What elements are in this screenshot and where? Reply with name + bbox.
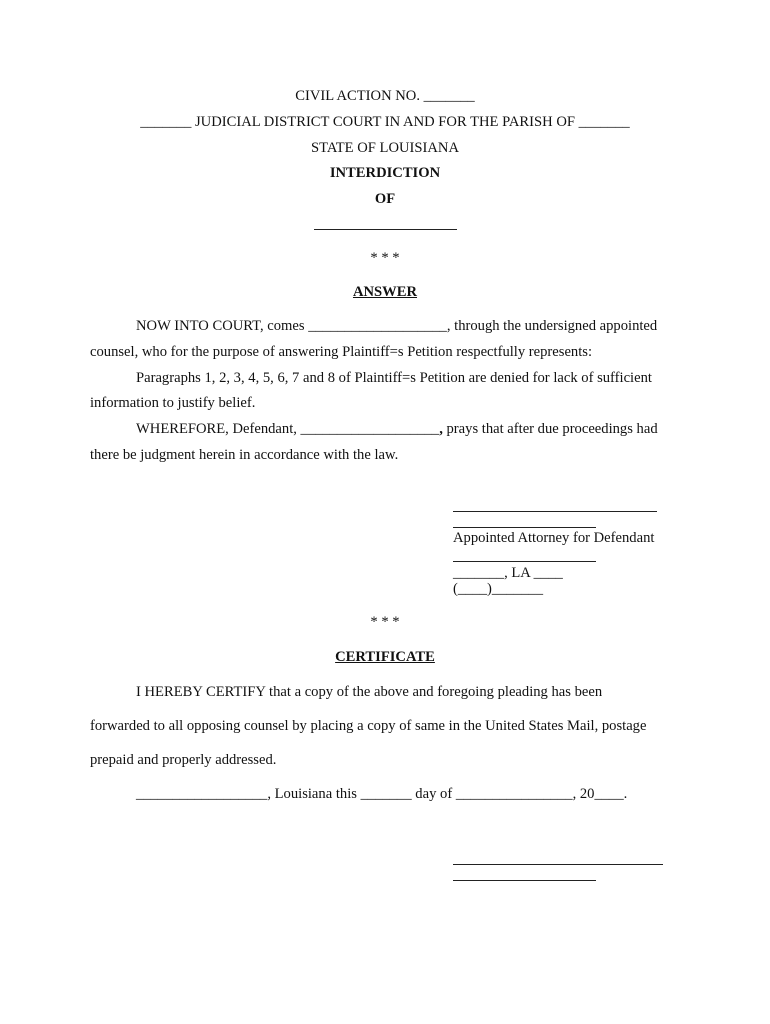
certificate-line-3: prepaid and properly addressed.: [90, 752, 277, 768]
certificate-line-1: I HEREBY CERTIFY that a copy of the above and foregoing pleading has been: [136, 684, 603, 700]
interdiction-title: INTERDICTION: [329, 165, 441, 181]
answer-paragraph-1-line-2: counsel, who for the purpose of answering Plaintiff=s Petition respectfully represents:: [90, 344, 593, 360]
wherefore-comma: ,: [439, 421, 443, 437]
interdict-name-blank: [314, 229, 457, 230]
answer-paragraph-1-line-1: NOW INTO COURT, comes ___________________, through the undersigned appointed: [136, 318, 658, 334]
certificate-heading: CERTIFICATE: [335, 649, 435, 665]
attorney-address-line: [453, 561, 596, 562]
certificate-signature-line: [453, 864, 663, 865]
caption-separator: * * *: [370, 250, 400, 266]
wherefore-text: WHEREFORE, Defendant, ___________________: [136, 421, 440, 437]
of-title: OF: [374, 191, 396, 207]
answer-paragraph-3-line-1: [136, 420, 658, 438]
attorney-name-line: [453, 527, 596, 528]
certificate-name-line: [453, 880, 596, 881]
answer-paragraph-2-line-1: Paragraphs 1, 2, 3, 4, 5, 6, 7 and 8 of Plaintiff=s Petition are denied for lack of sufficient: [136, 370, 652, 386]
attorney-city-state: _______, LA ____: [453, 565, 563, 581]
wherefore-prayer: prays that after due proceedings had: [442, 421, 658, 437]
certificate-separator: * * *: [370, 614, 400, 630]
civil-action-number: CIVIL ACTION NO. _______: [295, 88, 475, 104]
certificate-line-2: forwarded to all opposing counsel by placing a copy of same in the United States Mail, postage: [90, 718, 647, 734]
answer-heading: ANSWER: [352, 284, 418, 300]
court-caption: _______ JUDICIAL DISTRICT COURT IN AND FOR THE PARISH OF _______: [140, 114, 630, 130]
answer-paragraph-2-line-2: information to justify belief.: [90, 395, 256, 411]
attorney-phone: (____)_______: [453, 581, 543, 597]
attorney-signature-line: [453, 511, 657, 512]
attorney-title: Appointed Attorney for Defendant: [453, 530, 655, 546]
state-caption: STATE OF LOUISIANA: [310, 140, 459, 156]
answer-paragraph-3-line-2: there be judgment herein in accordance with the law.: [90, 447, 399, 463]
certificate-date-line: __________________, Louisiana this _______ day of ________________, 20____.: [136, 786, 628, 802]
